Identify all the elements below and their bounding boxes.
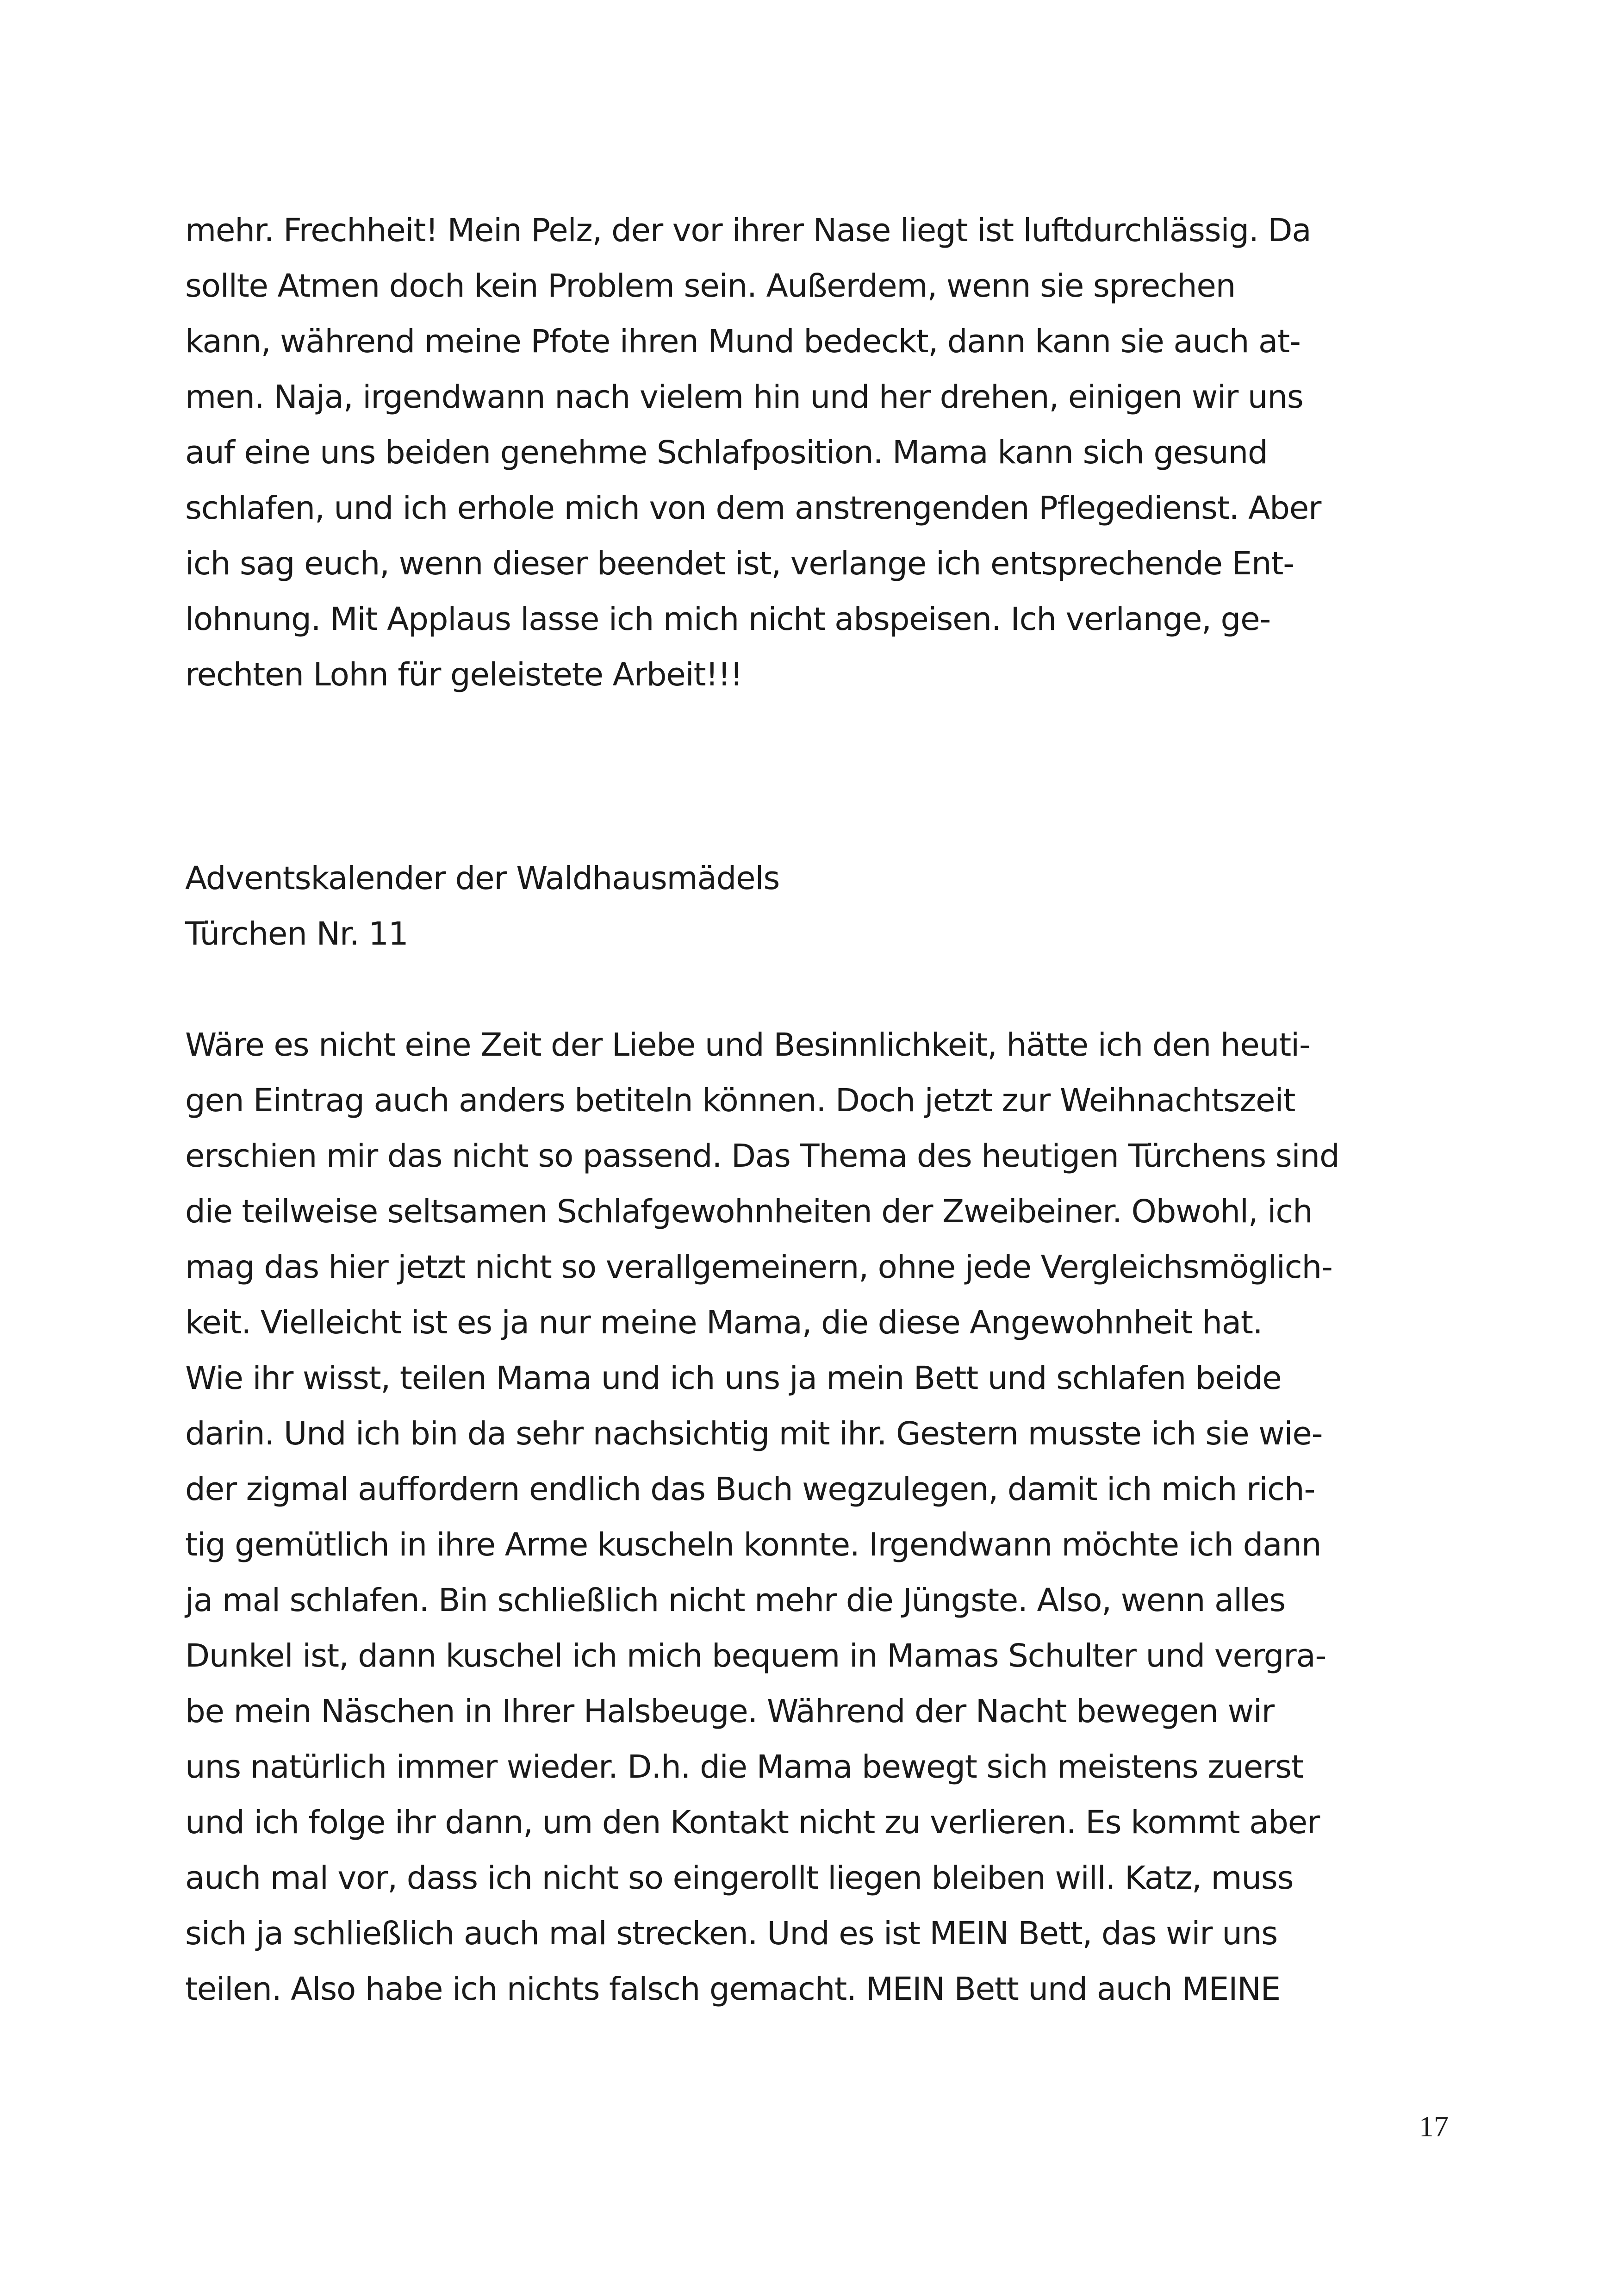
paragraph-line: kann, während meine Pfote ihren Mund bedeckt, dann kann sie auch at- xyxy=(185,323,1301,360)
section-heading xyxy=(185,851,1462,962)
main-paragraph xyxy=(185,1017,1462,2017)
paragraph-line: mehr. Frechheit! Mein Pelz, der vor ihrer Nase liegt ist luftdurchlässig. Da xyxy=(185,212,1311,249)
paragraph-line: teilen. Also habe ich nichts falsch gemacht. MEIN Bett und auch MEINE xyxy=(185,1971,1281,2008)
paragraph-line: uns natürlich immer wieder. D.h. die Mama bewegt sich meistens zuerst xyxy=(185,1748,1303,1786)
paragraph-line: die teilweise seltsamen Schlafgewohnheiten der Zweibeiner. Obwohl, ich xyxy=(185,1193,1313,1230)
paragraph-line: schlafen, und ich erhole mich von dem anstrengenden Pflegedienst. Aber xyxy=(185,490,1321,527)
paragraph-line: auch mal vor, dass ich nicht so eingerollt liegen bleiben will. Katz, muss xyxy=(185,1860,1294,1897)
paragraph-line: mag das hier jetzt nicht so verallgemeinern, ohne jede Vergleichsmöglich- xyxy=(185,1249,1332,1286)
paragraph-line: Wie ihr wisst, teilen Mama und ich uns ja mein Bett und schlafen beide xyxy=(185,1360,1282,1397)
paragraph-line: men. Naja, irgendwann nach vielem hin und her drehen, einigen wir uns xyxy=(185,379,1303,416)
page-number: 17 xyxy=(1419,2110,1449,2143)
paragraph-line: gen Eintrag auch anders betiteln können. Doch jetzt zur Weihnachtszeit xyxy=(185,1082,1295,1119)
paragraph-line: sollte Atmen doch kein Problem sein. Außerdem, wenn sie sprechen xyxy=(185,268,1236,305)
paragraph-line: darin. Und ich bin da sehr nachsichtig mit ihr. Gestern musste ich sie wie- xyxy=(185,1415,1323,1452)
paragraph-line: be mein Näschen in Ihrer Halsbeuge. Während der Nacht bewegen wir xyxy=(185,1693,1274,1730)
paragraph-line: keit. Vielleicht ist es ja nur meine Mama, die diese Angewohnheit hat. xyxy=(185,1304,1263,1341)
paragraph-line: Wäre es nicht eine Zeit der Liebe und Besinnlichkeit, hätte ich den heuti- xyxy=(185,1027,1310,1064)
paragraph-line: rechten Lohn für geleistete Arbeit!!! xyxy=(185,656,742,693)
paragraph-line: tig gemütlich in ihre Arme kuscheln konnte. Irgendwann möchte ich dann xyxy=(185,1526,1321,1563)
continuation-paragraph xyxy=(185,203,1462,703)
paragraph-line: lohnung. Mit Applaus lasse ich mich nicht abspeisen. Ich verlange, ge- xyxy=(185,601,1271,638)
paragraph-line: ja mal schlafen. Bin schließlich nicht mehr die Jüngste. Also, wenn alles xyxy=(185,1582,1286,1619)
paragraph-line: Dunkel ist, dann kuschel ich mich bequem in Mamas Schulter und vergra- xyxy=(185,1637,1326,1674)
paragraph-line: sich ja schließlich auch mal strecken. Und es ist MEIN Bett, das wir uns xyxy=(185,1915,1278,1952)
paragraph-line: der zigmal auffordern endlich das Buch wegzulegen, damit ich mich rich- xyxy=(185,1471,1315,1508)
section-title: Adventskalender der Waldhausmädels xyxy=(185,860,780,897)
paragraph-line: und ich folge ihr dann, um den Kontakt nicht zu verlieren. Es kommt aber xyxy=(185,1804,1320,1841)
section-subtitle: Türchen Nr. 11 xyxy=(185,915,408,952)
paragraph-line: auf eine uns beiden genehme Schlafposition. Mama kann sich gesund xyxy=(185,434,1268,471)
paragraph-line: erschien mir das nicht so passend. Das Thema des heutigen Türchens sind xyxy=(185,1138,1339,1175)
paragraph-line: ich sag euch, wenn dieser beendet ist, verlange ich entsprechende Ent- xyxy=(185,545,1294,582)
